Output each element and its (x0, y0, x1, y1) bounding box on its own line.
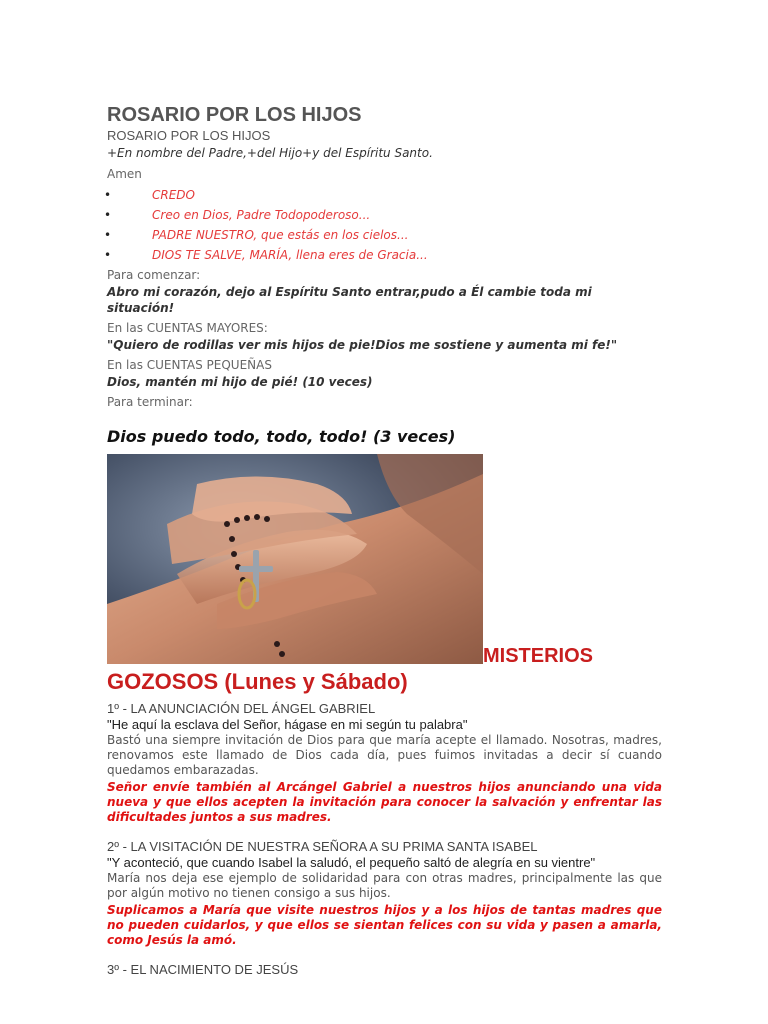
mystery-heading: 3º - EL NACIMIENTO DE JESÚS (107, 962, 299, 977)
mystery-body: Bastó una siempre invitación de Dios para que maría acepte el llamado. Nosotras, madres, renovamos este llamado de Dios cada día, pues fuimos invitadas a decir sí cuando quedamos embarazadas. (107, 733, 662, 777)
cuentas-pequenas-label: En las CUENTAS PEQUEÑAS (107, 358, 272, 372)
mystery-3 (107, 962, 662, 978)
page-subtitle: ROSARIO POR LOS HIJOS (107, 128, 271, 143)
praying-hands-rosary-image (107, 454, 483, 664)
image-row (107, 454, 662, 667)
bullet-icon: • (104, 208, 112, 222)
para-comenzar-label: Para comenzar: (107, 268, 201, 282)
mystery-1 (107, 701, 662, 825)
misterios-heading-line1: MISTERIOS (483, 645, 594, 667)
bullet-icon: • (104, 228, 112, 242)
mystery-quote: "He aquí la esclava del Señor, hágase en mi según tu palabra" (107, 717, 468, 732)
cuentas-mayores-text: "Quiero de rodillas ver mis hijos de pie!Dios me sostiene y aumenta mi fe!" (107, 338, 618, 352)
list-item: • DIOS TE SALVE, MARÍA, llena eres de Gracia... (104, 245, 659, 265)
dios-puedo-heading: Dios puedo todo, todo, todo! (3 veces) (107, 427, 456, 446)
mystery-quote: "Y aconteció, que cuando Isabel la saludó, el pequeño saltó de alegría en su vientre" (107, 855, 596, 870)
bullet-icon: • (104, 248, 112, 262)
mystery-prayer: Suplicamos a María que visite nuestros hijos y a los hijos de tantas madres que no pueden cuidarlos, y que ellos se sientan felices con su vida y pasen a amarla, como Jesús la amó. (107, 903, 662, 947)
mystery-prayer: Señor envíe también al Arcángel Gabriel a nuestros hijos anunciando una vida nueva y que ellos acepten la invitación para conocer la salvación y enfrentar las dificultades juntos a sus madres. (107, 780, 662, 824)
bullet-icon: • (104, 188, 112, 202)
amen: Amen (107, 167, 142, 181)
para-comenzar-text: Abro mi corazón, dejo al Espíritu Santo entrar,pudo a Él cambie toda mi situación! (107, 285, 592, 315)
para-terminar-label: Para terminar: (107, 395, 193, 409)
cuentas-pequenas-text: Dios, mantén mi hijo de pié! (10 veces) (107, 375, 373, 389)
list-item: • CREDO (104, 185, 659, 205)
page-title: ROSARIO POR LOS HIJOS (107, 104, 362, 126)
mystery-2 (107, 839, 662, 948)
mystery-heading: 2º - LA VISITACIÓN DE NUESTRA SEÑORA A SU PRIMA SANTA ISABEL (107, 839, 538, 854)
misterios-heading-line2: GOZOSOS (Lunes y Sábado) (107, 669, 408, 694)
cuentas-mayores-label: En las CUENTAS MAYORES: (107, 321, 268, 335)
prayer-list (104, 185, 659, 265)
list-item: • PADRE NUESTRO, que estás en los cielos... (104, 225, 659, 245)
sign-of-cross: +En nombre del Padre,+del Hijo+y del Espíritu Santo. (107, 146, 433, 160)
document-page (104, 102, 662, 978)
mystery-heading: 1º - LA ANUNCIACIÓN DEL ÁNGEL GABRIEL (107, 701, 376, 716)
mystery-body: María nos deja ese ejemplo de solidaridad para con otras madres, principalmente las que por algún motivo no tienen consigo a sus hijos. (107, 871, 662, 900)
list-item: • Creo en Dios, Padre Todopoderoso... (104, 205, 659, 225)
